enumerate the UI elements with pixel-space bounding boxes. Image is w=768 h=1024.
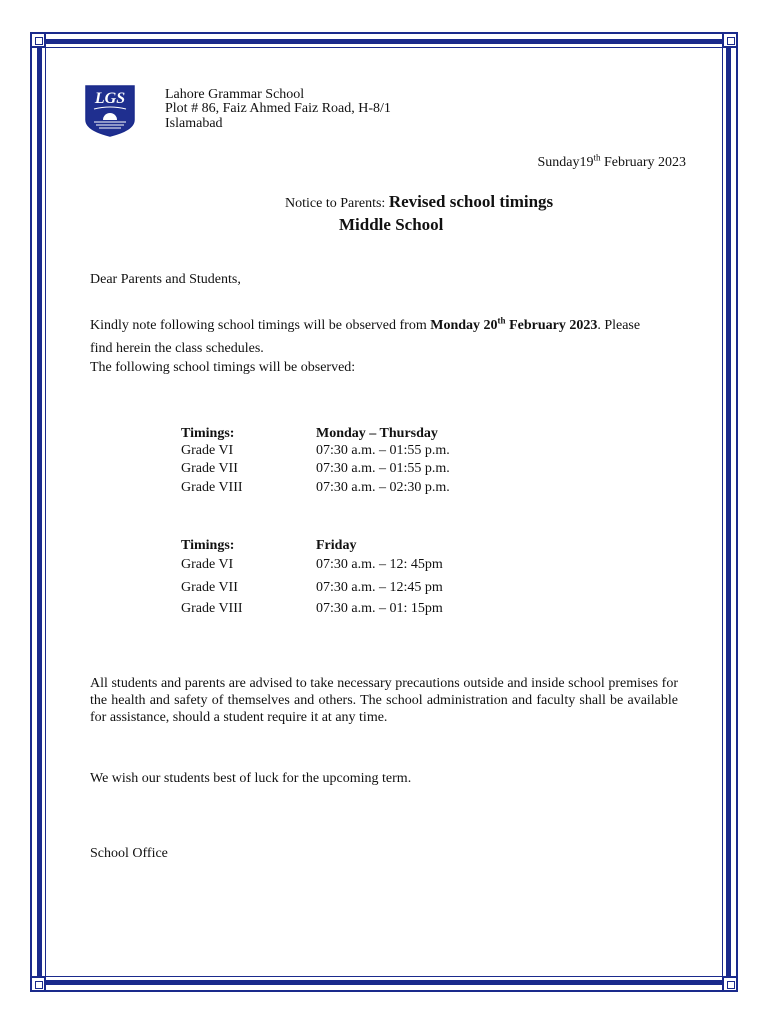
- logo-text: LGS: [94, 90, 126, 107]
- friday-label: Timings:: [181, 538, 235, 553]
- date-day: Sunday19: [537, 155, 594, 170]
- friday-grade: Grade VIII: [181, 601, 243, 616]
- intro-end: . Please: [597, 318, 641, 333]
- intro-start: Kindly note following school timings will be observed from: [90, 318, 431, 333]
- weekday-grade: Grade VIII: [181, 480, 243, 495]
- notice-title-line: [285, 194, 553, 212]
- friday-days: Friday: [316, 538, 357, 553]
- friday-grade: Grade VII: [181, 580, 238, 595]
- notice-subtitle: Middle School: [339, 215, 444, 234]
- weekday-grade: Grade VII: [181, 461, 238, 476]
- best-wishes: We wish our students best of luck for the upcoming term.: [90, 771, 412, 786]
- date-suffix: th: [593, 152, 601, 163]
- notice-title: Revised school timings: [388, 192, 554, 211]
- weekday-time: 07:30 a.m. – 01:55 p.m.: [316, 443, 450, 458]
- notice-date: [537, 152, 686, 171]
- weekday-label: Timings:: [181, 426, 235, 441]
- intro-bold-sup: th: [497, 315, 506, 326]
- school-city: Islamabad: [165, 116, 223, 131]
- intro-line-3: The following school timings will be observed:: [90, 360, 356, 375]
- notice-prefix: Notice to Parents:: [285, 196, 389, 211]
- friday-time: 07:30 a.m. – 12: 45pm: [316, 557, 443, 572]
- intro-bold-end: February 2023: [505, 318, 598, 333]
- intro-line-1: [90, 315, 641, 334]
- weekday-time: 07:30 a.m. – 01:55 p.m.: [316, 461, 450, 476]
- signature: School Office: [90, 846, 168, 861]
- friday-grade: Grade VI: [181, 557, 234, 572]
- intro-bold: Monday 20: [430, 318, 498, 333]
- weekday-time: 07:30 a.m. – 02:30 p.m.: [316, 480, 450, 495]
- weekday-days: Monday – Thursday: [316, 426, 438, 441]
- date-rest: February 2023: [600, 155, 686, 170]
- intro-line-2: find herein the class schedules.: [90, 341, 264, 356]
- friday-time: 07:30 a.m. – 12:45 pm: [316, 580, 443, 595]
- school-address: Plot # 86, Faiz Ahmed Faiz Road, H-8/1: [165, 101, 391, 116]
- weekday-grade: Grade VI: [181, 443, 234, 458]
- school-crest-icon: [84, 84, 136, 138]
- greeting: Dear Parents and Students,: [90, 272, 241, 287]
- advisory-paragraph: All students and parents are advised to take necessary precautions outside and inside school premises for the health and safety of themselves and others. The school administration and faculty shall be available for assistance, should a student require it at any time.: [90, 676, 678, 725]
- school-name: Lahore Grammar School: [165, 87, 305, 102]
- friday-time: 07:30 a.m. – 01: 15pm: [316, 601, 443, 616]
